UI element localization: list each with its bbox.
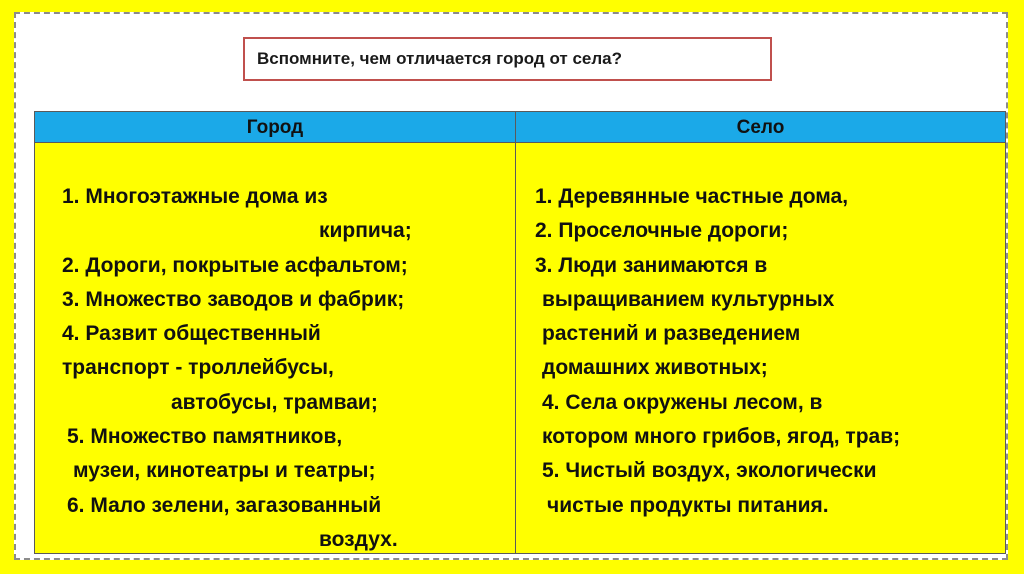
village-line-4: выращиванием культурных: [542, 288, 835, 311]
village-line-8: котором много грибов, ягод, трав;: [542, 425, 901, 448]
city-line-7: автобусы, трамваи;: [171, 391, 378, 414]
city-line-11: воздух.: [319, 528, 398, 551]
village-line-7: 4. Села окружены лесом, в: [542, 391, 823, 414]
question-text: Вспомните, чем отличается город от села?: [257, 49, 623, 68]
header-city: Город: [246, 117, 304, 138]
village-line-1: 1. Деревянные частные дома,: [535, 185, 849, 208]
village-line-9: 5. Чистый воздух, экологически: [542, 459, 877, 482]
city-line-3: 2. Дороги, покрытые асфальтом;: [62, 254, 408, 277]
header-village: Село: [736, 117, 785, 138]
column-divider: [515, 112, 516, 553]
city-line-8: 5. Множество памятников,: [67, 425, 343, 448]
comparison-table: [34, 111, 1006, 554]
city-line-1: 1. Многоэтажные дома из: [62, 185, 328, 208]
city-line-9: музеи, кинотеатры и театры;: [73, 459, 376, 482]
table-header-row: [35, 112, 1005, 143]
village-line-2: 2. Проселочные дороги;: [535, 219, 789, 242]
village-line-6: домашних животных;: [542, 356, 768, 379]
village-line-3: 3. Люди занимаются в: [535, 254, 768, 277]
city-line-10: 6. Мало зелени, загазованный: [67, 494, 382, 517]
city-line-6: транспорт - троллейбусы,: [62, 356, 334, 379]
city-line-4: 3. Множество заводов и фабрик;: [62, 288, 405, 311]
question-box: [243, 37, 772, 81]
village-line-10: чистые продукты питания.: [547, 494, 829, 517]
village-line-5: растений и разведением: [542, 322, 801, 345]
city-line-5: 4. Развит общественный: [62, 322, 321, 345]
city-line-2: кирпича;: [319, 219, 412, 242]
